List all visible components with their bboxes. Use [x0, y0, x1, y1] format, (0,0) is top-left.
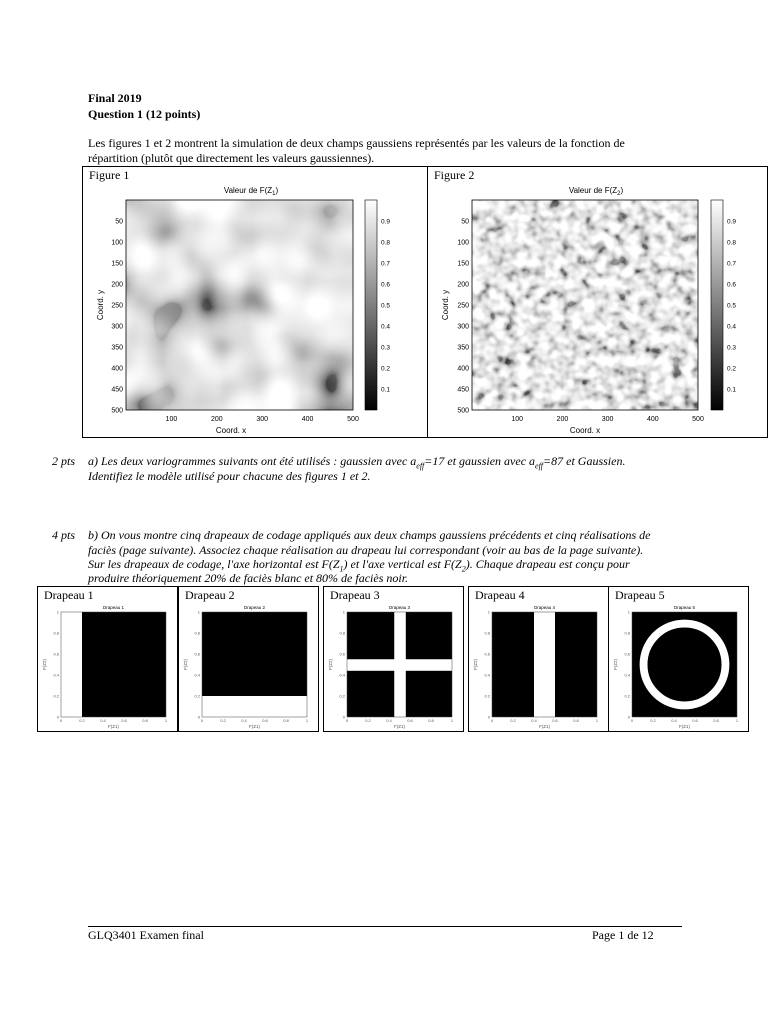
flag-3-panel — [323, 586, 464, 732]
part-a-line-2: Identifiez le modèle utilisé pour chacune des figures 1 et 2. — [88, 469, 371, 483]
figure-1-colorbar-tick: 0.9 — [381, 218, 391, 226]
flag-5-ytick: 0 — [627, 714, 630, 720]
figure-2-ytick: 300 — [457, 323, 469, 331]
flag-1-ytick: 0.4 — [53, 672, 59, 678]
flag-5-ytick: 0.6 — [624, 651, 630, 657]
flag-4-xtick: 0.4 — [531, 718, 537, 723]
figure-1-cbticks — [381, 219, 390, 394]
flag-1-xtick: 0.6 — [121, 718, 127, 723]
part-b-line-4: produire théoriquement 20% de faciès blanc et 80% de faciès noir. — [88, 571, 409, 585]
flag-5-ytick: 0.4 — [624, 672, 630, 678]
figure-2-colorbar-tick: 0.6 — [727, 281, 737, 289]
flag-2-title: Drapeau 2 — [243, 605, 266, 610]
figure-2-field-image — [472, 200, 698, 410]
figure-2-title: Valeur de $F(Z_2)$ — [568, 186, 624, 197]
figure-1-panel — [82, 166, 428, 438]
flag-3-title: Drapeau 3 — [388, 605, 411, 610]
flag-4-title: Drapeau 4 — [533, 605, 556, 610]
flag-5-xtick: 0 — [630, 718, 634, 723]
flag-4-ytick: 0.8 — [484, 630, 490, 636]
flag-2-xtick: 0.4 — [241, 718, 247, 723]
figure-2-colorbar-tick: 0.8 — [727, 239, 737, 247]
part-a-points: 2 pts — [52, 454, 76, 468]
flag-1-ytick: 0.6 — [53, 651, 59, 657]
flag-1-ytick: 0 — [56, 714, 59, 720]
footer-rule — [88, 926, 682, 927]
flag-4-xlabel: F(Z1) — [539, 724, 550, 729]
figure-1-colorbar-tick: 0.6 — [381, 281, 391, 289]
flag-3-xtick: 0.2 — [365, 718, 371, 723]
figure-2-ytick: 350 — [457, 344, 469, 352]
flag-2-white-facies — [202, 696, 307, 717]
flag-2-plot — [179, 602, 318, 732]
figure-2-panel — [427, 166, 768, 438]
figure-2-colorbar-tick: 0.5 — [727, 302, 737, 310]
figure-1-colorbar-tick: 0.3 — [381, 344, 391, 352]
part-b-line-3: Sur les drapeaux de codage, l'axe horizontal est $F(Z_1)$ et l'axe vertical est $F(Z_2)$. Chaque drapeau est conçu pour — [88, 557, 630, 574]
flag-2-ytick: 1 — [197, 609, 200, 615]
flag-5-xtick: 0.4 — [671, 718, 677, 723]
figure-1-colorbar — [365, 200, 377, 410]
flag-3-xtick: 0.8 — [428, 718, 434, 723]
figure-2-ytick: 450 — [457, 386, 469, 394]
figure-1-title: Valeur de $F(Z_1)$ — [223, 186, 279, 197]
flag-4-plot — [469, 602, 608, 732]
flag-3-xtick: 0 — [345, 718, 349, 723]
flag-2-label: Drapeau 2 — [185, 588, 235, 602]
flag-2-xtick: 0 — [200, 718, 204, 723]
flag-2-ylabel: F(Z2) — [183, 659, 188, 670]
figure-1-ylabel: Coord. y — [96, 289, 105, 321]
figure-2-xtick: 200 — [556, 416, 569, 423]
figure-1-colorbar-tick: 0.5 — [381, 302, 391, 310]
figure-1-ytick: 100 — [111, 239, 123, 247]
figure-2-ytick: 250 — [457, 302, 469, 310]
figure-1-colorbar-tick: 0.1 — [381, 386, 391, 394]
flag-1-xtick: 1 — [164, 718, 168, 723]
flag-5-xtick: 1 — [735, 718, 739, 723]
flag-4-xtick: 0 — [490, 718, 494, 723]
flag-4-label: Drapeau 4 — [475, 588, 525, 602]
flag-1-white-facies — [61, 612, 82, 717]
flag-5-plot — [609, 602, 748, 732]
flag-1-ytick: 0.8 — [53, 630, 59, 636]
flag-2-ytick: 0.8 — [194, 630, 200, 636]
flag-3-xtick: 1 — [450, 718, 454, 723]
flag-5-ylabel: F(Z2) — [613, 659, 618, 670]
flag-1-ytick: 0.2 — [53, 693, 59, 699]
figure-1-ytick: 350 — [111, 344, 123, 352]
flag-1-xtick: 0 — [59, 718, 63, 723]
flag-2-xlabel: F(Z1) — [249, 724, 260, 729]
flag-3-ytick: 0.4 — [339, 672, 345, 678]
figure-1-colorbar-tick: 0.2 — [381, 365, 391, 373]
figure-2-xtick: 500 — [692, 416, 704, 423]
flag-4-ytick: 0.2 — [484, 693, 490, 699]
figure-1-xtick: 300 — [256, 416, 269, 423]
figure-1-ytick: 150 — [111, 260, 123, 268]
figure-1-ytick: 200 — [111, 281, 123, 289]
figure-1-ytick: 50 — [115, 218, 123, 226]
flag-4-xtick: 0.6 — [552, 718, 558, 723]
flag-5-xlabel: F(Z1) — [679, 724, 690, 729]
flag-1-label: Drapeau 1 — [44, 588, 94, 602]
figure-2-xtick: 400 — [646, 416, 659, 423]
flag-2-xtick: 1 — [305, 718, 309, 723]
figure-1-xticks — [166, 416, 359, 423]
flag-4-xtick: 0.8 — [573, 718, 579, 723]
flag-2-xtick: 0.8 — [283, 718, 289, 723]
figure-1-colorbar-tick: 0.8 — [381, 239, 391, 247]
flag-1-xlabel: F(Z1) — [108, 724, 119, 729]
figure-2-ylabel: Coord. y — [441, 289, 450, 321]
figure-2-xlabel: Coord. x — [569, 426, 601, 435]
flag-3-ytick: 0.6 — [339, 651, 345, 657]
flag-5-ytick: 0.2 — [624, 693, 630, 699]
figure-2-colorbar — [711, 200, 723, 410]
figure-1-yticks — [111, 219, 123, 415]
figure-2-xtick: 300 — [601, 416, 614, 423]
flag-2-ytick: 0.4 — [194, 672, 200, 678]
figure-2-colorbar-tick: 0.1 — [727, 386, 737, 394]
flag-3-ytick: 0 — [342, 714, 345, 720]
figure-1-ytick: 250 — [111, 302, 123, 310]
figure-2-ytick: 200 — [457, 281, 469, 289]
flag-3-xtick: 0.4 — [386, 718, 392, 723]
figure-2-label: Figure 2 — [434, 168, 475, 182]
figure-2-colorbar-tick: 0.4 — [727, 323, 737, 331]
flag-5-label: Drapeau 5 — [615, 588, 665, 602]
part-b-line-2: faciès (page suivante). Associez chaque réalisation au drapeau lui correspondant (voir au bas de la page suivante). — [88, 543, 644, 557]
figure-1-field-image — [126, 200, 353, 410]
flag-5-xtick: 0.2 — [650, 718, 656, 723]
figure-2-colorbar-tick: 0.7 — [727, 260, 737, 268]
exam-title: Final 2019 — [88, 91, 142, 105]
question-heading: Question 1 (12 points) — [88, 107, 201, 121]
flag-5-ytick: 0.8 — [624, 630, 630, 636]
flag-3-white-facies — [347, 659, 452, 671]
flag-4-xtick: 0.2 — [510, 718, 516, 723]
figure-2-xticks — [511, 416, 704, 423]
flag-3-ytick: 1 — [342, 609, 345, 615]
figure-1-xtick: 200 — [210, 416, 223, 423]
flag-1-ytick: 1 — [56, 609, 59, 615]
footer-page-number: Page 1 de 12 — [592, 928, 654, 942]
flag-4-white-facies — [534, 612, 555, 717]
flag-2-xtick: 0.6 — [262, 718, 268, 723]
flag-1-xtick: 0.8 — [142, 718, 148, 723]
footer-left: GLQ3401 Examen final — [88, 928, 204, 942]
figure-1-xlabel: Coord. x — [215, 426, 247, 435]
part-b-line-1: b) On vous montre cinq drapeaux de codage appliqués aux deux champs gaussiens précédents et cinq réalisations de — [88, 528, 651, 542]
figure-2-cbticks — [727, 219, 736, 394]
figure-1-xtick: 400 — [301, 416, 314, 423]
figure-2-ytick: 100 — [457, 239, 469, 247]
flag-1-xtick: 0.4 — [100, 718, 106, 723]
flag-5-ytick: 1 — [627, 609, 630, 615]
flag-1-panel — [37, 586, 178, 732]
flag-2-ytick: 0.6 — [194, 651, 200, 657]
flag-1-ylabel: F(Z2) — [42, 659, 47, 670]
flag-3-xtick: 0.6 — [407, 718, 413, 723]
figure-1-colorbar-tick: 0.7 — [381, 260, 391, 268]
figure-2-xtick: 100 — [511, 416, 524, 423]
flag-1-title: Drapeau 1 — [102, 605, 125, 610]
figure-1-plot — [83, 167, 427, 437]
intro-line-2: répartition (plutôt que directement les valeurs gaussiennes). — [88, 151, 375, 165]
flag-4-panel — [468, 586, 609, 732]
flag-5-xtick: 0.6 — [692, 718, 698, 723]
flag-4-ytick: 0.4 — [484, 672, 490, 678]
flag-4-ytick: 0 — [487, 714, 490, 720]
flag-3-plot — [324, 602, 463, 732]
part-b-points: 4 pts — [52, 528, 76, 542]
flag-4-ylabel: F(Z2) — [473, 659, 478, 670]
figure-1-xtick: 100 — [165, 416, 178, 423]
flag-3-ylabel: F(Z2) — [328, 659, 333, 670]
flag-5-black-facies — [632, 612, 737, 717]
flag-4-ytick: 0.6 — [484, 651, 490, 657]
figure-2-yticks — [457, 219, 469, 415]
flag-3-label: Drapeau 3 — [330, 588, 380, 602]
figure-2-colorbar-tick: 0.9 — [727, 218, 737, 226]
figure-1-label: Figure 1 — [89, 168, 130, 182]
figure-1-ytick: 400 — [111, 365, 123, 373]
part-a-line-1: a) Les deux variogrammes suivants ont été utilisés : gaussien avec $a_{eff}=17$ et gaussien avec $a_{eff}=87$ et Gaussien. — [88, 454, 626, 471]
flag-5-xtick: 0.8 — [713, 718, 719, 723]
figure-2-ytick: 500 — [457, 407, 469, 415]
figure-1-ytick: 450 — [111, 386, 123, 394]
flag-1-xtick: 0.2 — [79, 718, 85, 723]
figure-1-colorbar-tick: 0.4 — [381, 323, 391, 331]
figure-1-ytick: 300 — [111, 323, 123, 331]
flag-5-title: Drapeau 5 — [673, 605, 696, 610]
intro-line-1: Les figures 1 et 2 montrent la simulation de deux champs gaussiens représentés par les valeurs de la fonction de — [88, 136, 625, 150]
figure-1-xtick: 500 — [347, 416, 359, 423]
flag-3-ytick: 0.8 — [339, 630, 345, 636]
flag-2-ytick: 0 — [197, 714, 200, 720]
flag-3-ytick: 0.2 — [339, 693, 345, 699]
flag-3-xlabel: F(Z1) — [394, 724, 405, 729]
figure-2-ytick: 400 — [457, 365, 469, 373]
figure-2-ytick: 150 — [457, 260, 469, 268]
figure-1-ytick: 500 — [111, 407, 123, 415]
figure-2-colorbar-tick: 0.3 — [727, 344, 737, 352]
flag-2-panel — [178, 586, 319, 732]
flag-2-ytick: 0.2 — [194, 693, 200, 699]
figure-2-colorbar-tick: 0.2 — [727, 365, 737, 373]
flag-4-ytick: 1 — [487, 609, 490, 615]
flag-4-xtick: 1 — [595, 718, 599, 723]
figure-2-plot — [428, 167, 768, 437]
flag-5-panel — [608, 586, 749, 732]
flag-1-plot — [38, 602, 177, 732]
flag-2-xtick: 0.2 — [220, 718, 226, 723]
figure-2-ytick: 50 — [461, 218, 469, 226]
